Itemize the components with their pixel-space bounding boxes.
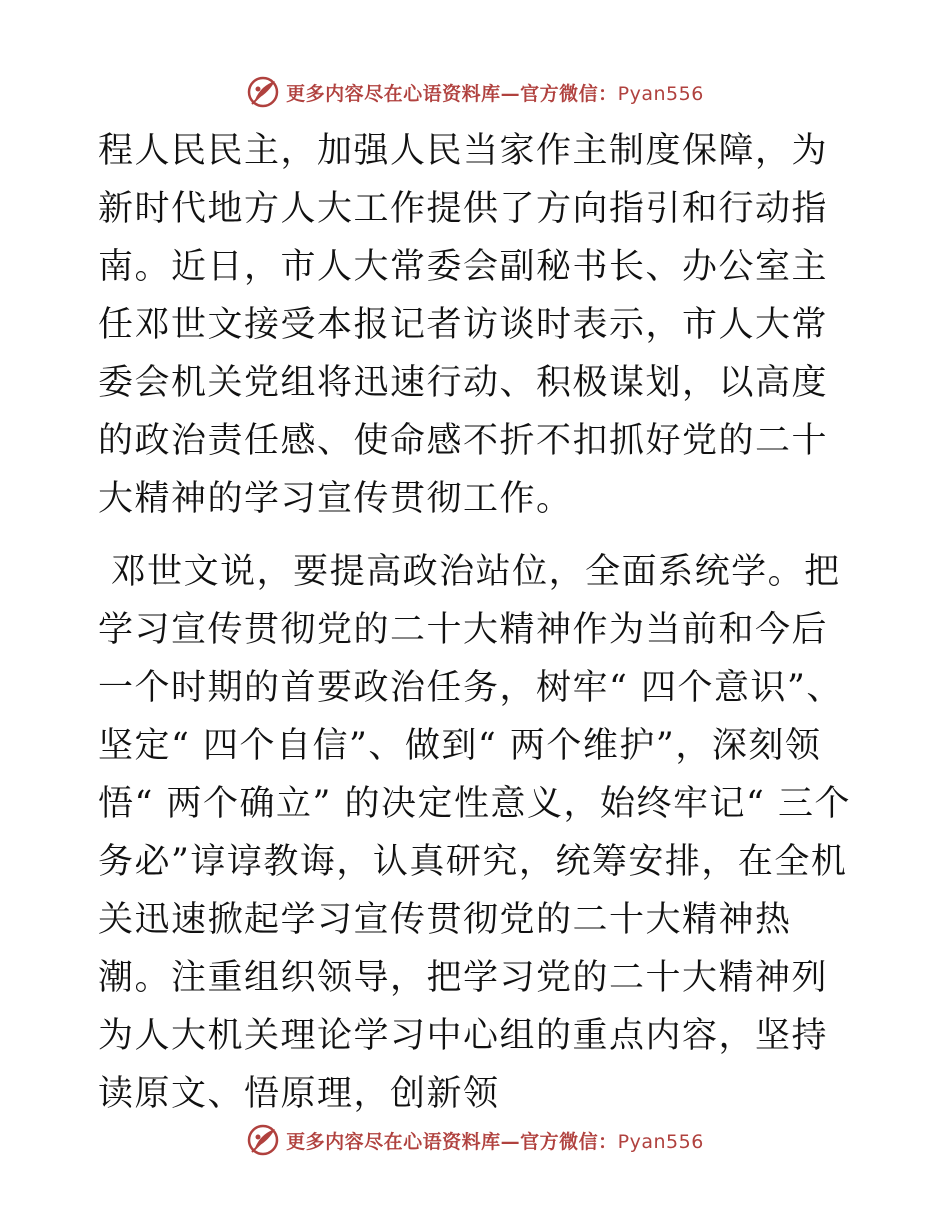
paragraph-1: 程人民民主，加强人民当家作主制度保障，为新时代地方人大工作提供了方向指引和行动指南。近日，市人大常委会副秘书长、办公室主任邓世文接受本报记者访谈时表示，市人大常委会机关党组将迅速行动、积极谋划，以高度的政治责任感、使命感不折不扣抓好党的二十大精神的学习宣传贯彻工作。 <box>98 131 829 519</box>
feather-pen-logo-icon <box>246 75 280 109</box>
watermark-text: 更多内容尽在心语资料库—官方微信：Pyan556 <box>286 1130 704 1153</box>
footer-watermark <box>0 1120 950 1160</box>
feather-pen-logo-icon <box>246 1123 280 1157</box>
watermark-text: 更多内容尽在心语资料库—官方微信：Pyan556 <box>286 82 704 105</box>
paragraph-2: 邓世文说，要提高政治站位，全面系统学。把学习宣传贯彻党的二十大精神作为当前和今后一个时期的首要政治任务，树牢“ 四个意识”、坚定“ 四个自信”、做到“ 两个维护”，深刻领悟“ 两个确立” 的决定性意义，始终牢记“ 三个务必”谆谆教诲，认真研究，统筹安排，在全机关迅速掀起学习宣传贯彻党的二十大精神热潮。注重组织领导，把学习党的二十大精神列为人大机关理论学习中心组的重点内容，坚持读原文、悟原理，创新领 <box>98 552 852 1114</box>
document-body <box>98 122 858 1123</box>
header-watermark <box>0 72 950 112</box>
